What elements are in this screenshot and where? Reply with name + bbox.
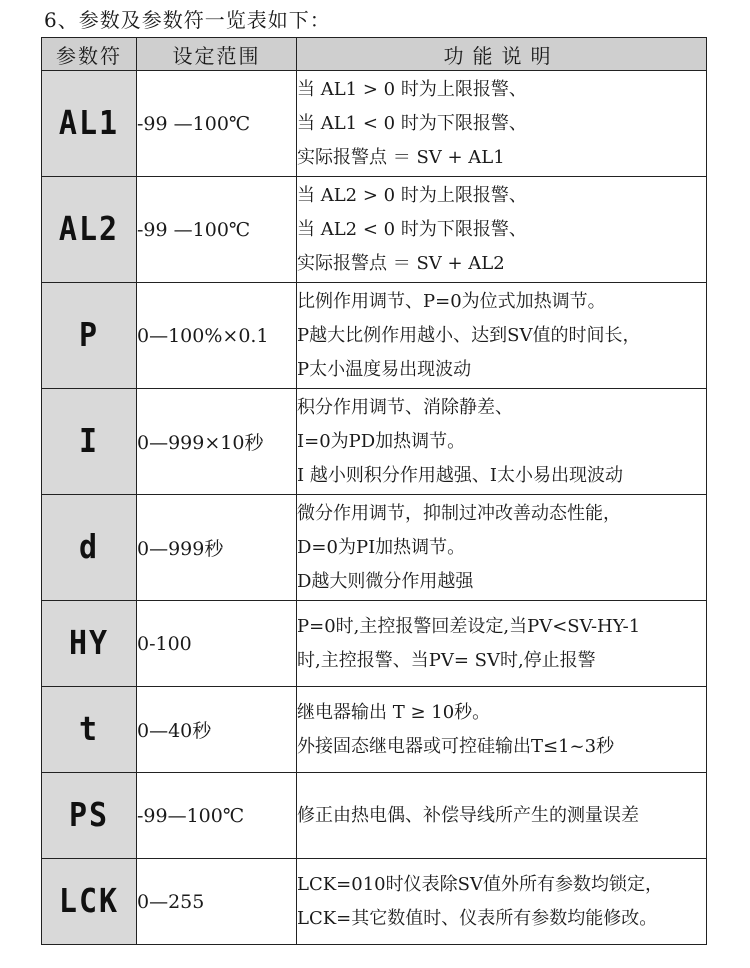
- table-row: [42, 177, 707, 283]
- function-line: 当 AL2 < 0 时为下限报警、: [297, 218, 527, 240]
- function-cell: [297, 687, 707, 773]
- range-cell: -99 —100℃: [137, 71, 297, 177]
- symbol-cell: [42, 773, 137, 859]
- symbol-cell: [42, 283, 137, 389]
- table-row: [42, 773, 707, 859]
- function-line: P=0时,主控报警回差设定,当PV<SV-HY-1: [297, 615, 641, 637]
- range-cell: 0—999×10秒: [137, 389, 297, 495]
- range-cell: 0—40秒: [137, 687, 297, 773]
- function-cell: [297, 859, 707, 945]
- range-cell: 0-100: [137, 601, 297, 687]
- function-line: 微分作用调节，抑制过冲改善动态性能，: [297, 502, 621, 524]
- function-line: D=0为PI加热调节。: [297, 536, 466, 558]
- range-cell: 0—100%×0.1: [137, 283, 297, 389]
- symbol-cell: [42, 177, 137, 283]
- function-line: 修正由热电偶、补偿导线所产生的测量误差: [297, 804, 639, 826]
- table-header-row: [42, 38, 707, 71]
- symbol-cell: [42, 687, 137, 773]
- function-cell: [297, 773, 707, 859]
- function-cell: [297, 177, 707, 283]
- symbol-cell: [42, 495, 137, 601]
- table-row: [42, 283, 707, 389]
- function-line: LCK=010时仪表除SV值外所有参数均锁定，: [297, 873, 663, 895]
- function-line: 实际报警点 ＝ SV + AL1: [297, 146, 505, 168]
- range-cell: 0—255: [137, 859, 297, 945]
- lcd-symbol: PS: [68, 796, 110, 835]
- lcd-symbol: AL2: [58, 210, 120, 249]
- table-row: [42, 859, 707, 945]
- function-cell: [297, 283, 707, 389]
- function-cell: [297, 71, 707, 177]
- header-function: 功能说明: [297, 38, 707, 71]
- header-range: 设定范围: [137, 38, 297, 71]
- function-line: I=0为PD加热调节。: [297, 430, 466, 452]
- symbol-cell: [42, 859, 137, 945]
- range-cell: 0—999秒: [137, 495, 297, 601]
- function-cell: [297, 389, 707, 495]
- function-line: 积分作用调节、消除静差、: [297, 396, 513, 418]
- table-row: [42, 687, 707, 773]
- function-line: 当 AL1 > 0 时为上限报警、: [297, 78, 527, 100]
- lcd-symbol: I: [78, 422, 100, 461]
- symbol-cell: [42, 389, 137, 495]
- table-row: [42, 389, 707, 495]
- function-line: 继电器输出 T ≥ 10秒。: [297, 701, 491, 723]
- lcd-symbol: AL1: [58, 104, 120, 143]
- function-line: P太小温度易出现波动: [297, 358, 472, 380]
- function-cell: [297, 601, 707, 687]
- function-line: P越大比例作用越小、达到SV值的时间长，: [297, 324, 641, 346]
- lcd-symbol: t: [78, 710, 100, 749]
- lcd-symbol: HY: [68, 624, 110, 663]
- range-cell: -99 —100℃: [137, 177, 297, 283]
- range-cell: -99—100℃: [137, 773, 297, 859]
- parameter-table: [41, 37, 707, 945]
- function-line: I 越小则积分作用越强、I太小易出现波动: [297, 464, 623, 486]
- table-row: [42, 495, 707, 601]
- function-line: 当 AL1 < 0 时为下限报警、: [297, 112, 527, 134]
- symbol-cell: [42, 601, 137, 687]
- function-line: LCK=其它数值时、仪表所有参数均能修改。: [297, 907, 658, 929]
- lcd-symbol: P: [78, 316, 100, 355]
- function-line: 外接固态继电器或可控硅输出T≤1~3秒: [297, 735, 615, 757]
- table-row: [42, 71, 707, 177]
- function-line: 当 AL2 > 0 时为上限报警、: [297, 184, 527, 206]
- table-row: [42, 601, 707, 687]
- header-symbol: 参数符: [42, 38, 137, 71]
- function-line: 时,主控报警、当PV= SV时,停止报警: [297, 649, 596, 671]
- lcd-symbol: LCK: [58, 882, 120, 921]
- function-cell: [297, 495, 707, 601]
- function-line: D越大则微分作用越强: [297, 570, 474, 592]
- section-heading: 6、参数及参数符一览表如下：: [44, 8, 331, 32]
- lcd-symbol: d: [78, 528, 100, 567]
- function-line: 实际报警点 ＝ SV + AL2: [297, 252, 505, 274]
- function-line: 比例作用调节、P=0为位式加热调节。: [297, 290, 606, 312]
- symbol-cell: [42, 71, 137, 177]
